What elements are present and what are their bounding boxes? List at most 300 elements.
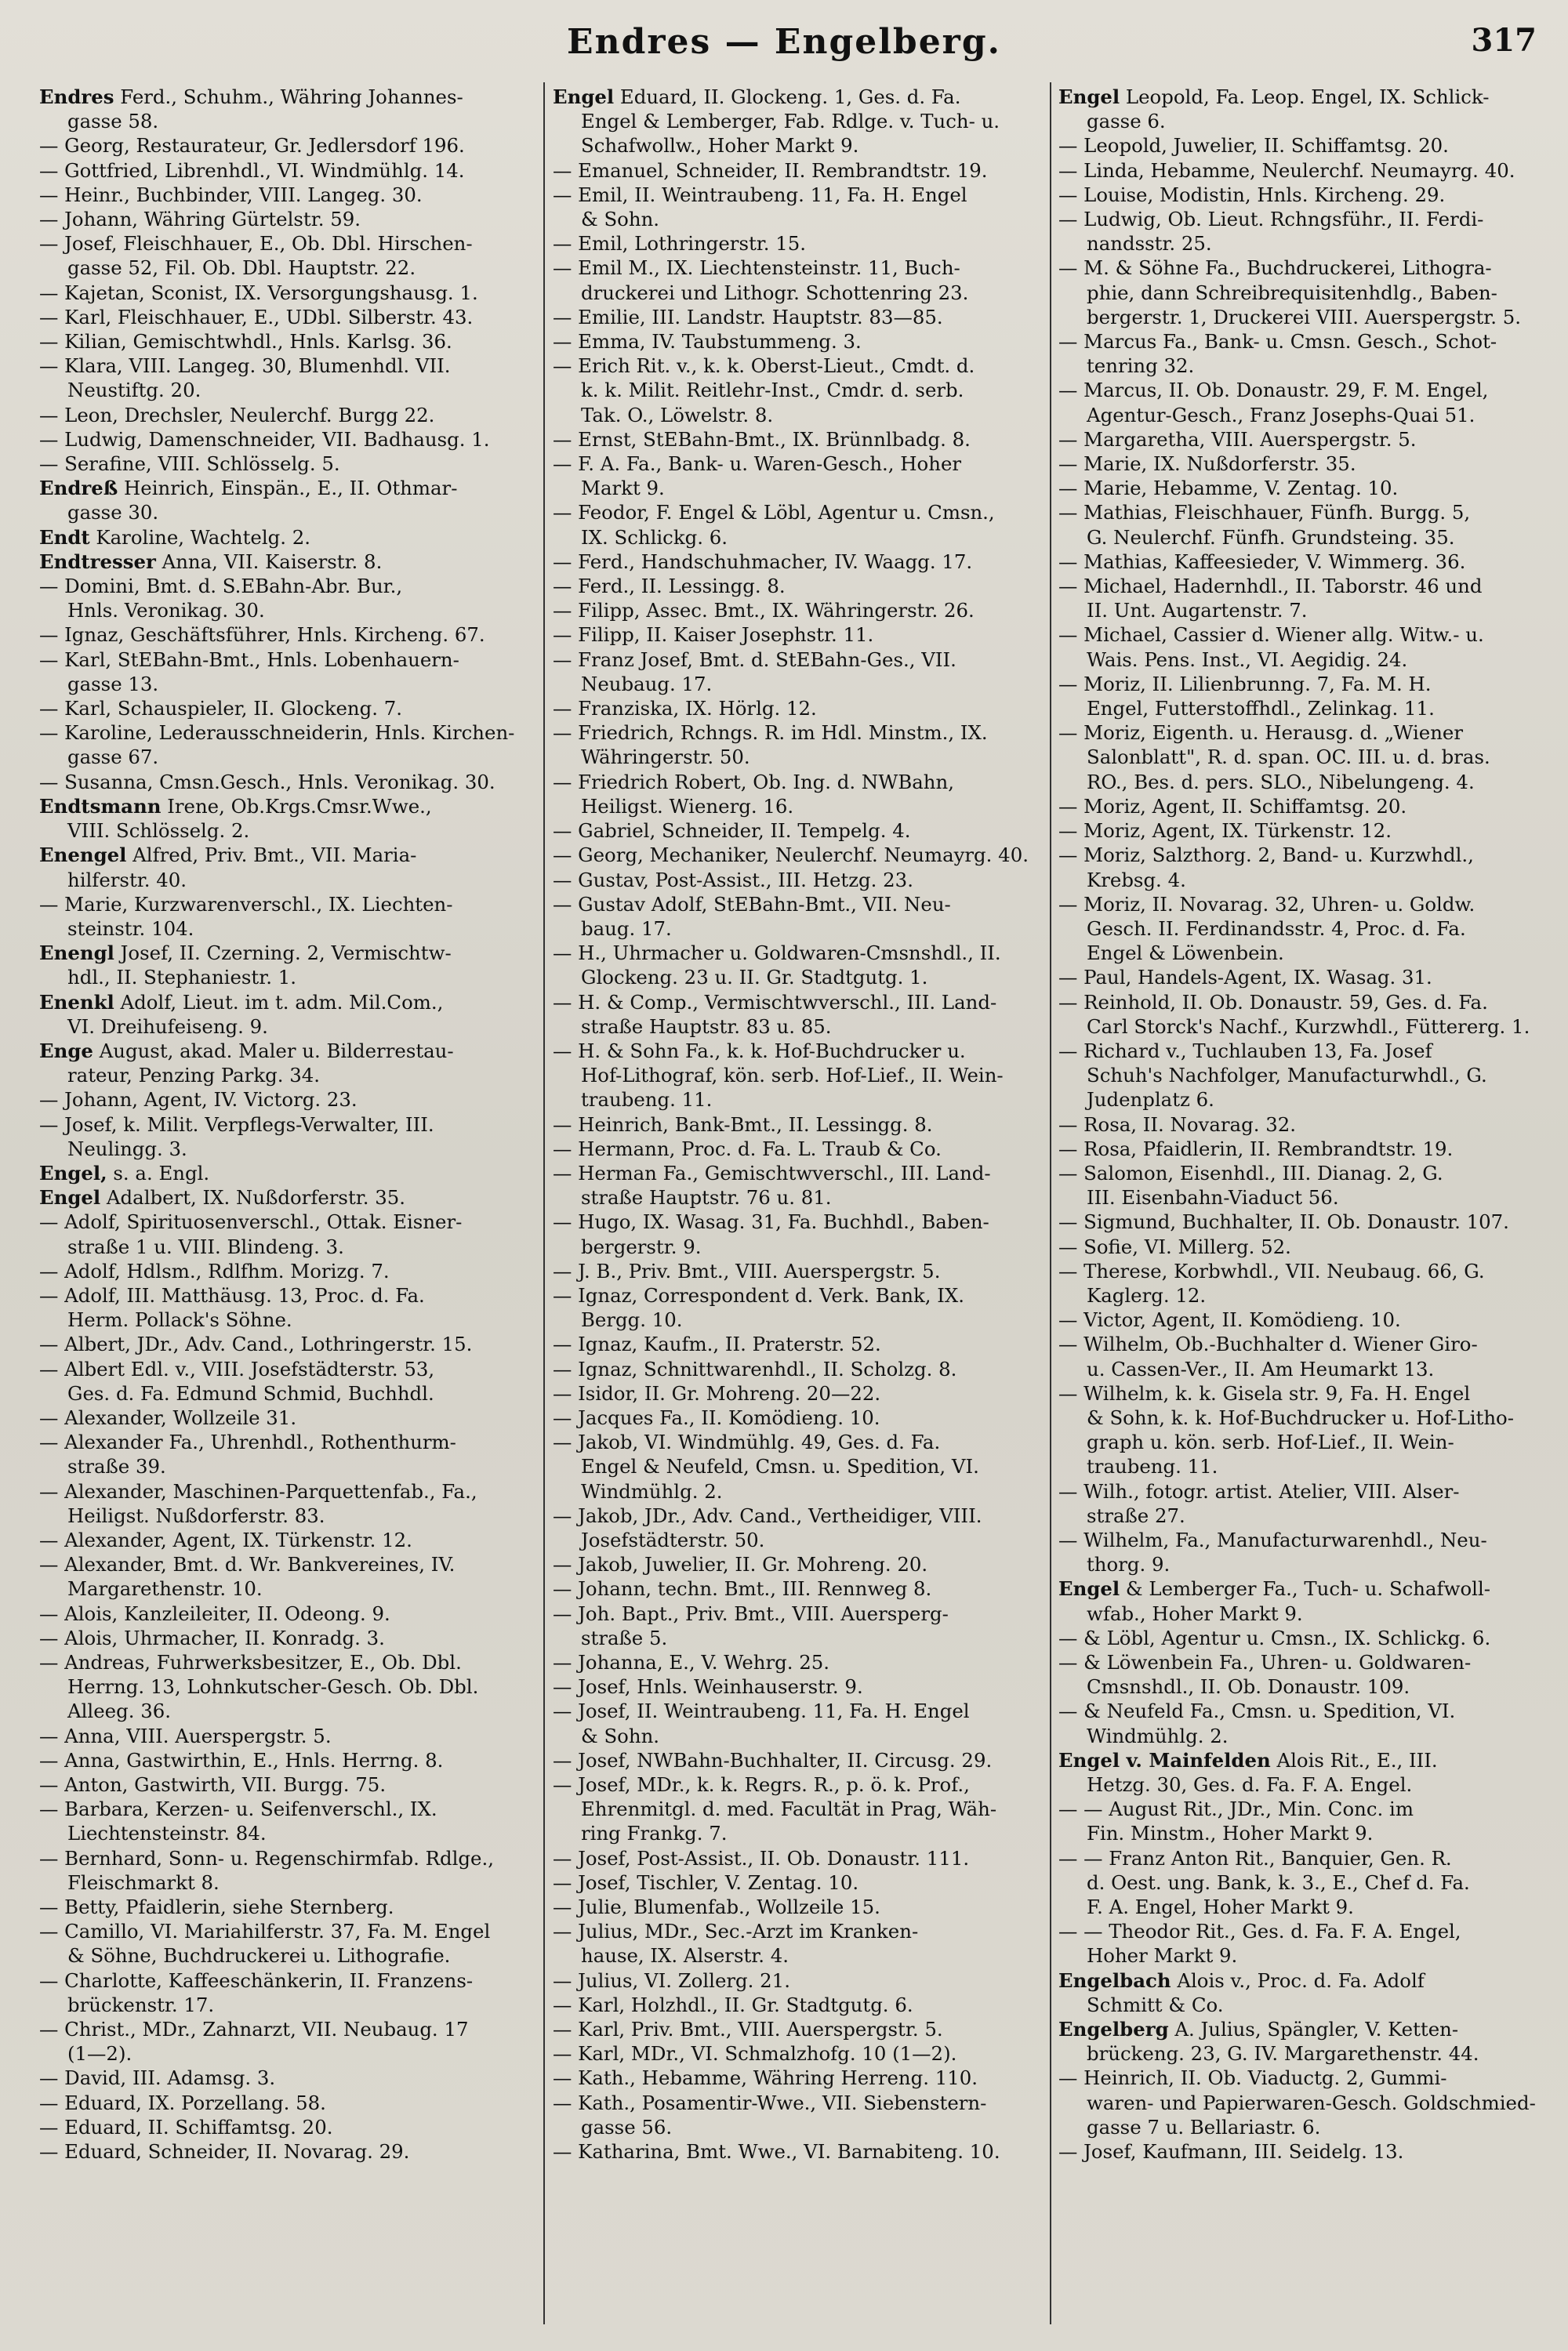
entry-text: — Filipp, II. Kaiser Josephstr. 11. (553, 623, 874, 647)
directory-entry (553, 550, 1043, 574)
entry-text: — Sofie, VI. Millerg. 52. (1058, 1235, 1291, 1258)
directory-entry (553, 1699, 1043, 1747)
entry-text: Anna, VII. Kaiserstr. 8. (155, 550, 383, 573)
entry-text: — Emanuel, Schneider, II. Rembrandtstr. 19. (553, 158, 988, 182)
entry-text: — Anton, Gastwirth, VII. Burgg. 75. (39, 1773, 387, 1797)
directory-entry (553, 1406, 1043, 1430)
entry-text: — Isidor, II. Gr. Mohreng. 20—22. (553, 1381, 881, 1405)
entry-text: Heinrich, Einspän., E., II. Othmar- gasse 30. (67, 477, 458, 524)
entry-text: — Johann, Währing Gürtelstr. 59. (39, 208, 361, 231)
entry-text: — Emil, Lothringerstr. 15. (553, 232, 807, 256)
directory-entry (39, 1283, 537, 1332)
directory-entry (553, 1210, 1043, 1258)
directory-entry (39, 354, 537, 402)
directory-entry (553, 1504, 1043, 1552)
entry-surname: Engel (553, 85, 615, 108)
entry-text: — Gottfried, Librenhdl., VI. Windmühlg. 14. (39, 158, 465, 182)
page-header (0, 22, 1568, 69)
directory-entry (553, 1772, 1043, 1846)
entry-text: — — Franz Anton Rit., Banquier, Gen. R. d. Oest. ung. Bank, k. 3., E., Chef d. Fa. F. A. Engel, Hoher Markt 9. (1058, 1846, 1470, 1919)
directory-entry (39, 1797, 537, 1845)
directory-entry (1058, 476, 1544, 500)
directory-entry (39, 2139, 537, 2164)
directory-entry (39, 1602, 537, 1626)
directory-entry (39, 281, 537, 305)
directory-entry (553, 892, 1043, 941)
entry-text: — Barbara, Kerzen- u. Seifenverschl., IX. Liechtensteinstr. 84. (39, 1798, 437, 1845)
directory-entry (39, 794, 537, 843)
entry-text: — Karl, StEBahn-Bmt., Hnls. Lobenhauern- gasse 13. (39, 648, 459, 695)
directory-entry (39, 1185, 537, 1210)
entry-text: — Emma, IV. Taubstummeng. 3. (553, 330, 862, 354)
entry-text: — Wilhelm, k. k. Gisela str. 9, Fa. H. Engel & Sohn, k. k. Hof-Buchdrucker u. Hof-Litho- graph u. kön. serb. Hof-Lief., II. Wein- traubeng. 11. (1058, 1381, 1514, 1478)
entry-text: — Alois, Kanzleileiter, II. Odeong. 9. (39, 1602, 390, 1625)
directory-entry (1058, 1161, 1544, 1210)
directory-entry (39, 305, 537, 329)
entry-text: — Josef, Fleischhauer, E., Ob. Dbl. Hirschen- gasse 52, Fil. Ob. Dbl. Hauptstr. 22. (39, 232, 473, 280)
entry-text: — Paul, Handels-Agent, IX. Wasag. 31. (1058, 966, 1432, 989)
entry-text: Eduard, II. Glockeng. 1, Ges. d. Fa. Engel & Lemberger, Fab. Rdlge. v. Tuch- u. Schafwollw., Hoher Markt 9. (581, 85, 1000, 158)
directory-entry (1058, 1846, 1544, 1920)
entry-text: — Josef, Tischler, V. Zentag. 10. (553, 1870, 859, 1894)
entry-text: — Ludwig, Ob. Lieut. Rchngsführ., II. Ferdi- nandsstr. 25. (1058, 208, 1484, 256)
entry-text: — Josef, Kaufmann, III. Seidelg. 13. (1058, 2140, 1404, 2164)
entry-text: — Julie, Blumenfab., Wollzeile 15. (553, 1896, 880, 1919)
directory-entry (553, 696, 1043, 720)
directory-entry (553, 818, 1043, 843)
directory-entry (1058, 1235, 1544, 1259)
entry-text: — Marie, Kurzwarenverschl., IX. Liechten- steinstr. 104. (39, 892, 453, 940)
entry-surname: Endreß (39, 477, 118, 500)
directory-entry (39, 158, 537, 183)
entry-text: — Ignaz, Schnittwarenhdl., II. Scholzg. 8. (553, 1357, 957, 1380)
directory-entry (1058, 574, 1544, 622)
directory-entry (553, 329, 1043, 354)
directory-entry (553, 1552, 1043, 1576)
directory-entry (553, 231, 1043, 256)
directory-entry (553, 1112, 1043, 1137)
directory-entry (553, 1846, 1043, 1870)
directory-entry (553, 990, 1043, 1039)
entry-text: — Bernhard, Sonn- u. Regenschirmfab. Rdlge., Fleischmarkt 8. (39, 1846, 494, 1894)
directory-entry (39, 574, 537, 622)
directory-entry (39, 452, 537, 476)
directory-entry (1058, 1381, 1544, 1479)
directory-entry (39, 1919, 537, 1968)
entry-text: — Ernst, StEBahn-Bmt., IX. Brünnlbadg. 8. (553, 427, 971, 451)
directory-entry (39, 1087, 537, 1112)
directory-entry (39, 1357, 537, 1406)
column-divider (1050, 82, 1051, 2324)
directory-entry (39, 1479, 537, 1528)
entry-text: — Johann, Agent, IV. Victorg. 23. (39, 1088, 358, 1112)
entry-text: Leopold, Fa. Leop. Engel, IX. Schlick- gasse 6. (1087, 85, 1490, 133)
entry-text: — Johanna, E., V. Wehrg. 25. (553, 1651, 830, 1674)
entry-text: — Ferd., Handschuhmacher, IV. Waagg. 17. (553, 550, 973, 573)
entry-text: — Josef, MDr., k. k. Regrs. R., p. ö. k. Prof., Ehrenmitgl. d. med. Facultät in Prag, Wäh- ring Frankg. 7. (553, 1773, 997, 1845)
directory-entry (1058, 183, 1544, 207)
directory-entry (553, 452, 1043, 500)
directory-entry (1058, 500, 1544, 549)
entry-surname: Engel v. Mainfelden (1058, 1748, 1271, 1772)
entry-text: — Ferd., II. Lessingg. 8. (553, 575, 786, 598)
directory-entry (553, 598, 1043, 622)
entry-text: — Louise, Modistin, Hnls. Kircheng. 29. (1058, 183, 1446, 206)
directory-entry (39, 1626, 537, 1650)
directory-entry (39, 1772, 537, 1797)
entry-surname: Endtsmann (39, 794, 162, 818)
directory-entry (39, 2091, 537, 2115)
directory-entry (39, 1846, 537, 1895)
directory-entry (553, 720, 1043, 769)
directory-entry (1058, 452, 1544, 476)
entry-text: — Moriz, II. Lilienbrunng. 7, Fa. M. H. Engel, Futterstoffhdl., Zelinkag. 11. (1058, 672, 1435, 720)
directory-entry (39, 1161, 537, 1185)
directory-entry (1058, 1259, 1544, 1308)
directory-entry (553, 2041, 1043, 2066)
directory-entry (553, 622, 1043, 647)
directory-entry (39, 403, 537, 427)
directory-entry (39, 1528, 537, 1552)
entry-text: — Hermann, Proc. d. Fa. L. Traub & Co. (553, 1137, 942, 1160)
entry-surname: Enge (39, 1039, 93, 1062)
directory-entry (39, 1210, 537, 1258)
directory-entry (39, 2017, 537, 2066)
entry-text: — Alexander, Wollzeile 31. (39, 1406, 297, 1429)
directory-entry (39, 622, 537, 647)
entry-text: — Julius, VI. Zollerg. 21. (553, 1968, 790, 1992)
directory-entry (39, 1406, 537, 1430)
entry-text: — Filipp, Assec. Bmt., IX. Währingerstr. 26. (553, 599, 975, 622)
entry-text: — Julius, MDr., Sec.-Arzt im Kranken- hause, IX. Alserstr. 4. (553, 1920, 919, 1968)
directory-entry (1058, 892, 1544, 966)
directory-entry (1058, 133, 1544, 158)
entry-text: — Josef, NWBahn-Buchhalter, II. Circusg. 29. (553, 1748, 993, 1772)
entry-text: — Camillo, VI. Mariahilferstr. 37, Fa. M. Engel & Söhne, Buchdruckerei u. Lithografie. (39, 1920, 491, 1968)
entry-text: — Albert Edl. v., VIII. Josefstädterstr. 53, Ges. d. Fa. Edmund Schmid, Buchhdl. (39, 1357, 435, 1405)
directory-entry (1058, 378, 1544, 426)
entry-surname: Engelberg (1058, 2018, 1169, 2041)
entry-text: — Serafine, VIII. Schlösselg. 5. (39, 452, 340, 476)
directory-entry (553, 256, 1043, 304)
entry-text: Alfred, Priv. Bmt., VII. Maria- hilferstr. 40. (67, 844, 417, 891)
directory-entry (1058, 1626, 1544, 1650)
entry-text: — Eduard, II. Schiffamtsg. 20. (39, 2115, 333, 2139)
directory-entry (553, 1259, 1043, 1283)
directory-entry (39, 1650, 537, 1724)
entry-surname: Engel (1058, 1577, 1120, 1601)
entry-text: — Betty, Pfaidlerin, siehe Sternberg. (39, 1896, 394, 1919)
entry-text: — Christ., MDr., Zahnarzt, VII. Neubaug. 17 (1—2). (39, 2018, 469, 2066)
entry-text: Adalbert, IX. Nußdorferstr. 35. (100, 1186, 406, 1210)
directory-entry (553, 500, 1043, 549)
entry-text: — Gabriel, Schneider, II. Tempelg. 4. (553, 819, 911, 843)
entry-text: — Moriz, Agent, II. Schiffamtsg. 20. (1058, 794, 1407, 818)
entry-text: — H., Uhrmacher u. Goldwaren-Cmsnshdl., II. Glockeng. 23 u. II. Gr. Stadtgutg. 1. (553, 941, 1001, 989)
entry-text: Karoline, Wachtelg. 2. (89, 525, 311, 549)
directory-entry (1058, 2139, 1544, 2164)
entry-text: Irene, Ob.Krgs.Cmsr.Wwe., VIII. Schlösselg. 2. (67, 794, 432, 843)
entry-text: — Georg, Restaurateur, Gr. Jedlersdorf 196. (39, 134, 465, 158)
directory-entry (553, 1137, 1043, 1161)
directory-entry (39, 990, 537, 1039)
directory-entry (39, 1552, 537, 1601)
entry-text: — Adolf, Spirituosenverschl., Ottak. Eisner- straße 1 u. VIII. Blindeng. 3. (39, 1210, 463, 1258)
directory-entry (39, 231, 537, 280)
entry-text: — H. & Comp., Vermischtwverschl., III. Land- straße Hauptstr. 83 u. 85. (553, 990, 997, 1038)
directory-entry (553, 85, 1043, 158)
directory-entry (553, 1039, 1043, 1112)
directory-entry (1058, 1479, 1544, 1528)
entry-text: — F. A. Fa., Bank- u. Waren-Gesch., Hoher Markt 9. (553, 452, 962, 500)
entry-text: — David, III. Adamsg. 3. (39, 2066, 276, 2090)
directory-entry (1058, 1210, 1544, 1234)
entry-text: Alois v., Proc. d. Fa. Adolf Schmitt & Co. (1087, 1968, 1425, 2016)
directory-entry (39, 1895, 537, 1919)
directory-entry (553, 2091, 1043, 2139)
entry-text: — & Löbl, Agentur u. Cmsn., IX. Schlickg. 6. (1058, 1626, 1491, 1649)
entry-text: — Hugo, IX. Wasag. 31, Fa. Buchhdl., Baben- bergerstr. 9. (553, 1210, 989, 1258)
entry-text: — Kilian, Gemischtwhdl., Hnls. Karlsg. 36. (39, 330, 452, 354)
directory-entry (1058, 1332, 1544, 1380)
directory-entry (1058, 1528, 1544, 1576)
entry-text: — & Löwenbein Fa., Uhren- u. Goldwaren- Cmsnshdl., II. Ob. Donaustr. 109. (1058, 1651, 1472, 1699)
entry-text: Josef, II. Czerning. 2, Vermischtw- hdl., II. Stephaniestr. 1. (67, 941, 452, 989)
directory-entry (553, 183, 1043, 231)
entry-text: — Herman Fa., Gemischtwverschl., III. Land- straße Hauptstr. 76 u. 81. (553, 1161, 991, 1210)
entry-text: — Ignaz, Correspondent d. Verk. Bank, IX. Bergg. 10. (553, 1283, 965, 1332)
page-number: 317 (1471, 22, 1537, 59)
entry-surname: Engelbach (1058, 1968, 1171, 1992)
directory-entry (553, 770, 1043, 818)
entry-text: — Karl, Fleischhauer, E., UDbl. Silberstr. 43. (39, 305, 474, 328)
entry-text: — Wilhelm, Ob.-Buchhalter d. Wiener Giro- u. Cassen-Ver., II. Am Heumarkt 13. (1058, 1333, 1478, 1380)
entry-text: — Friedrich Robert, Ob. Ing. d. NWBahn, Heiligst. Wienerg. 16. (553, 770, 954, 818)
entry-text: — Karoline, Lederausschneiderin, Hnls. Kirchen- gasse 67. (39, 721, 515, 769)
directory-entry (553, 1895, 1043, 1919)
entry-text: — J. B., Priv. Bmt., VIII. Auerspergstr. 5. (553, 1259, 941, 1283)
entry-text: — Josef, Hnls. Weinhauserstr. 9. (553, 1675, 863, 1699)
directory-entry (39, 2066, 537, 2090)
entry-text: — Josef, k. Milit. Verpflegs-Verwalter, III. Neulingg. 3. (39, 1112, 434, 1160)
entry-text: — Alexander, Agent, IX. Türkenstr. 12. (39, 1528, 412, 1551)
entry-text: — Salomon, Eisenhdl., III. Dianag. 2, G. III. Eisenbahn-Viaduct 56. (1058, 1161, 1443, 1210)
entry-text: — Feodor, F. Engel & Löbl, Agentur u. Cmsn., IX. Schlickg. 6. (553, 501, 995, 549)
directory-entry (553, 305, 1043, 329)
directory-entry (1058, 1576, 1544, 1625)
entry-text: — Alexander, Maschinen-Parquettenfab., Fa., Heiligst. Nußdorferstr. 83. (39, 1479, 477, 1527)
entry-text: — Leopold, Juwelier, II. Schiffamtsg. 20. (1058, 134, 1449, 158)
entry-text: — M. & Söhne Fa., Buchdruckerei, Lithogra- phie, dann Schreibrequisitenhdlg., Baben- bergerstr. 1, Druckerei VIII. Auerspergstr. 5. (1058, 256, 1522, 328)
entry-text: — Domini, Bmt. d. S.EBahn-Abr. Bur., Hnls. Veronikag. 30. (39, 575, 403, 622)
directory-entry (1058, 329, 1544, 378)
entry-text: — Wilhelm, Fa., Manufacturwarenhdl., Neu- thorg. 9. (1058, 1528, 1487, 1576)
page-title: Endres — Engelberg. (567, 22, 1001, 62)
directory-entry (553, 1650, 1043, 1674)
directory-entry (553, 354, 1043, 427)
entry-text: — Moriz, Salzthorg. 2, Band- u. Kurzwhdl., Krebsg. 4. (1058, 844, 1474, 891)
directory-entry (1058, 85, 1544, 133)
directory-entry (553, 1430, 1043, 1504)
directory-entry (553, 1602, 1043, 1650)
directory-column-2 (553, 85, 1043, 2327)
entry-text: — Kath., Hebamme, Währing Herreng. 110. (553, 2066, 978, 2090)
directory-entry (1058, 1968, 1544, 2017)
directory-entry (39, 696, 537, 720)
entry-text: — Kajetan, Sconist, IX. Versorgungshausg. 1. (39, 281, 478, 304)
entry-text: — Karl, MDr., VI. Schmalzhofg. 10 (1—2). (553, 2042, 957, 2066)
entry-text: — Ignaz, Kaufm., II. Praterstr. 52. (553, 1333, 881, 1356)
directory-entry (1058, 672, 1544, 720)
directory-entry (39, 2115, 537, 2139)
entry-text: — Susanna, Cmsn.Gesch., Hnls. Veronikag. 30. (39, 770, 495, 793)
directory-entry (1058, 843, 1544, 891)
directory-entry (553, 2017, 1043, 2041)
entry-surname: Endtresser (39, 550, 156, 573)
directory-entry (39, 525, 537, 550)
directory-entry (39, 843, 537, 891)
directory-entry (1058, 1308, 1544, 1332)
entry-text: — Franziska, IX. Hörlg. 12. (553, 697, 817, 720)
entry-text: — Emil M., IX. Liechtensteinstr. 11, Buch- druckerei und Lithogr. Schottenring 23. (553, 256, 969, 304)
entry-surname: Endres (39, 85, 114, 108)
directory-entry (553, 843, 1043, 867)
directory-entry (553, 427, 1043, 452)
directory-column-1 (39, 85, 537, 2327)
directory-entry (1058, 1699, 1544, 1747)
entry-text: — — Theodor Rit., Ges. d. Fa. F. A. Engel, Hoher Markt 9. (1058, 1920, 1461, 1968)
directory-entry (553, 1870, 1043, 1895)
entry-text: — Joh. Bapt., Priv. Bmt., VIII. Auersperg- straße 5. (553, 1602, 949, 1649)
entry-text: Adolf, Lieut. im t. adm. Mil.Com., VI. Dreihufeiseng. 9. (67, 990, 444, 1038)
directory-entry (553, 1357, 1043, 1381)
entry-surname: Engel (1058, 85, 1120, 108)
entry-text: — Alois, Uhrmacher, II. Konradg. 3. (39, 1626, 385, 1649)
directory-entry (39, 892, 537, 941)
directory-entry (1058, 622, 1544, 671)
entry-text: — Marcus Fa., Bank- u. Cmsn. Gesch., Schot- tenring 32. (1058, 330, 1497, 378)
directory-entry (553, 868, 1043, 892)
entry-text: — Victor, Agent, II. Komödieng. 10. (1058, 1308, 1401, 1332)
entry-text: — Karl, Schauspieler, II. Glockeng. 7. (39, 697, 403, 720)
entry-text: — Heinrich, Bank-Bmt., II. Lessingg. 8. (553, 1112, 933, 1136)
entry-text: — Erich Rit. v., k. k. Oberst-Lieut., Cmdt. d. k. k. Milit. Reitlehr-Inst., Cmdr. d. serb. Tak. O., Löwelstr. 8. (553, 354, 975, 426)
entry-text: — Wilh., fotogr. artist. Atelier, VIII. Alser- straße 27. (1058, 1479, 1460, 1527)
directory-entry (1058, 1650, 1544, 1699)
directory-entry (553, 2139, 1043, 2164)
directory-entry (553, 2066, 1043, 2090)
entry-text: — Heinr., Buchbinder, VIII. Langeg. 30. (39, 183, 423, 206)
entry-text: Ferd., Schuhm., Währing Johannes- gasse 58. (67, 85, 463, 133)
directory-entry (1058, 794, 1544, 818)
entry-text: — Friedrich, Rchngs. R. im Hdl. Minstm., IX. Währingerstr. 50. (553, 721, 988, 769)
entry-text: — Marcus, II. Ob. Donaustr. 29, F. M. Engel, Agentur-Gesch., Franz Josephs-Quai 51. (1058, 379, 1489, 426)
entry-text: — Karl, Holzhdl., II. Gr. Stadtgutg. 6. (553, 1993, 913, 2016)
directory-entry (553, 1576, 1043, 1601)
entry-text: — Rosa, Pfaidlerin, II. Rembrandtstr. 19. (1058, 1137, 1454, 1160)
entry-text: — Linda, Hebamme, Neulerchf. Neumayrg. 40. (1058, 158, 1515, 182)
entry-text: — Michael, Hadernhdl., II. Taborstr. 46 und II. Unt. Augartenstr. 7. (1058, 575, 1483, 622)
directory-entry (1058, 965, 1544, 989)
entry-text: — Gustav, Post-Assist., III. Hetzg. 23. (553, 868, 913, 891)
entry-text: — Sigmund, Buchhalter, II. Ob. Donaustr. 107. (1058, 1210, 1509, 1234)
directory-entry (553, 1381, 1043, 1406)
directory-entry (39, 1332, 537, 1356)
entry-text: — Adolf, Hdlsm., Rdlfhm. Morizg. 7. (39, 1259, 390, 1283)
entry-text: — & Neufeld Fa., Cmsn. u. Spedition, VI. Windmühlg. 2. (1058, 1700, 1456, 1747)
directory-entry (39, 85, 537, 133)
entry-text: — — August Rit., JDr., Min. Conc. im Fin. Minstm., Hoher Markt 9. (1058, 1798, 1414, 1845)
directory-entry (39, 1112, 537, 1161)
entry-surname: Enenkl (39, 990, 114, 1014)
directory-entry (1058, 256, 1544, 329)
entry-text: August, akad. Maler u. Bilderrestau- rateur, Penzing Parkg. 34. (67, 1039, 454, 1087)
directory-entry (39, 183, 537, 207)
directory-entry (1058, 207, 1544, 256)
entry-surname: Endt (39, 525, 90, 549)
directory-entry (39, 1724, 537, 1748)
directory-entry (39, 1039, 537, 1087)
directory-entry (1058, 550, 1544, 574)
directory-entry (553, 158, 1043, 183)
directory-entry (39, 720, 537, 769)
directory-entry (39, 476, 537, 524)
directory-entry (39, 1259, 537, 1283)
directory-entry (39, 427, 537, 452)
entry-text: Alois Rit., E., III. Hetzg. 30, Ges. d. Fa. F. A. Engel. (1087, 1748, 1438, 1797)
entry-surname: Enengl (39, 941, 114, 965)
column-divider (543, 82, 545, 2324)
entry-text: — Mathias, Kaffeesieder, V. Wimmerg. 36. (1058, 550, 1466, 573)
entry-text: — H. & Sohn Fa., k. k. Hof-Buchdrucker u. Hof-Lithograf, kön. serb. Hof-Lief., II. Wein- traubeng. 11. (553, 1039, 1004, 1112)
entry-text: — Anna, VIII. Auerspergstr. 5. (39, 1724, 332, 1747)
entry-text: — Klara, VIII. Langeg. 30, Blumenhdl. VII. Neustiftg. 20. (39, 354, 451, 402)
entry-text: — Moriz, Eigenth. u. Herausg. d. „Wiener Salonblatt", R. d. span. OC. III. u. d. bras. RO., Bes. d. pers. SLO., Nibelungeng. 4. (1058, 721, 1490, 793)
directory-entry (39, 770, 537, 794)
entry-text: — Marie, Hebamme, V. Zentag. 10. (1058, 477, 1399, 500)
entry-text: — Mathias, Fleischhauer, Fünfh. Burgg. 5, G. Neulerchf. Fünfh. Grundsteing. 35. (1058, 501, 1471, 549)
entry-text: — Emilie, III. Landstr. Hauptstr. 83—85. (553, 305, 943, 328)
entry-text: — Moriz, Agent, IX. Türkenstr. 12. (1058, 819, 1392, 843)
entry-text: & Lemberger Fa., Tuch- u. Schafwoll- wfab., Hoher Markt 9. (1087, 1577, 1490, 1625)
entry-text: — Kath., Posamentir-Wwe., VII. Siebenstern- gasse 56. (553, 2091, 987, 2139)
directory-entry (39, 1748, 537, 1772)
entry-text: — Josef, II. Weintraubeng. 11, Fa. H. Engel & Sohn. (553, 1700, 970, 1747)
directory-entry (1058, 2066, 1544, 2139)
entry-surname: Engel (39, 1186, 101, 1210)
directory-entry (553, 648, 1043, 696)
entry-text: — Alexander Fa., Uhrenhdl., Rothenthurm- straße 39. (39, 1431, 456, 1478)
directory-entry (1058, 1112, 1544, 1137)
entry-text: — Jacques Fa., II. Komödieng. 10. (553, 1406, 880, 1429)
directory-column-3 (1058, 85, 1544, 2327)
directory-entry (1058, 1919, 1544, 1968)
directory-entry (553, 1283, 1043, 1332)
directory-entry (1058, 818, 1544, 843)
entry-text: — Jakob, Juwelier, II. Gr. Mohreng. 20. (553, 1553, 928, 1576)
directory-entry (1058, 1039, 1544, 1112)
entry-text: — Emil, II. Weintraubeng. 11, Fa. H. Engel & Sohn. (553, 183, 967, 231)
entry-text: — Richard v., Tuchlauben 13, Fa. Josef Schuh's Nachfolger, Manufacturwhdl., G. Judenplatz 6. (1058, 1039, 1487, 1112)
directory-entry (1058, 1137, 1544, 1161)
entry-text: — Charlotte, Kaffeeschänkerin, II. Franzens- brückenstr. 17. (39, 1968, 474, 2016)
entry-text: — Georg, Mechaniker, Neulerchf. Neumayrg. 40. (553, 844, 1029, 867)
entry-text: — Jakob, VI. Windmühlg. 49, Ges. d. Fa. Engel & Neufeld, Cmsn. u. Spedition, VI. Windmühlg. 2. (553, 1431, 979, 1503)
entry-text: — Reinhold, II. Ob. Donaustr. 59, Ges. d. Fa. Carl Storck's Nachf., Kurzwhdl., Füttererg. 1. (1058, 990, 1530, 1038)
entry-text: — Franz Josef, Bmt. d. StEBahn-Ges., VII. Neubaug. 17. (553, 648, 956, 695)
directory-entry (39, 329, 537, 354)
entry-text: — Marie, IX. Nußdorferstr. 35. (1058, 452, 1356, 476)
